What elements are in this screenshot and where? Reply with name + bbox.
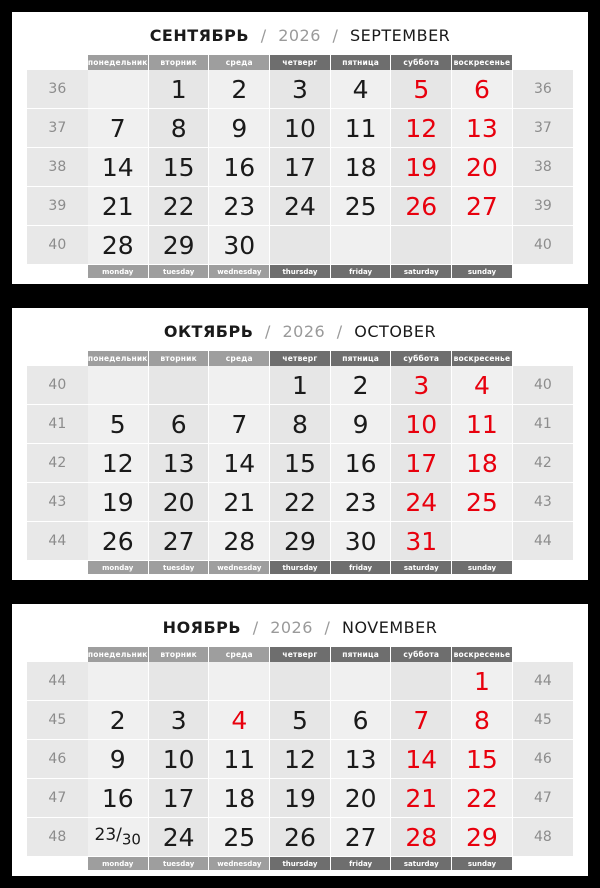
calendar-table	[27, 351, 573, 574]
weeknum-header-right	[512, 351, 573, 366]
week-number-right: 38	[512, 148, 573, 187]
weekday-header-friday: пятница	[330, 55, 391, 70]
day-cell[interactable]: 18	[452, 444, 513, 483]
week-number-right: 42	[512, 444, 573, 483]
day-cell[interactable]: 19	[391, 148, 452, 187]
footer-spacer-left	[27, 857, 88, 871]
weekday-footer-sunday: sunday	[452, 857, 513, 871]
day-cell[interactable]: 11	[209, 740, 270, 779]
month-year: 2026	[278, 26, 321, 45]
day-cell[interactable]: 26	[270, 818, 331, 857]
day-cell[interactable]: 29	[148, 226, 209, 265]
weekday-footer-sunday: sunday	[452, 265, 513, 279]
title-separator: /	[252, 618, 259, 637]
weekday-header-row	[27, 55, 573, 70]
weekday-footer-row	[27, 857, 573, 871]
weekday-footer-saturday: saturday	[391, 265, 452, 279]
day-cell[interactable]: 12	[270, 740, 331, 779]
day-cell[interactable]: 27	[330, 818, 391, 857]
weekday-footer-tuesday: tuesday	[148, 265, 209, 279]
weekday-footer-friday: friday	[330, 265, 391, 279]
day-cell[interactable]	[148, 662, 209, 701]
month-name-ru: СЕНТЯБРЬ	[149, 26, 250, 45]
day-cell[interactable]: 28	[209, 522, 270, 561]
week-row	[27, 366, 573, 405]
day-cell[interactable]: 3	[148, 701, 209, 740]
month-year: 2026	[270, 618, 313, 637]
weekday-header-sunday: воскресенье	[452, 351, 513, 366]
week-row	[27, 226, 573, 265]
day-cell[interactable]: 29	[452, 818, 513, 857]
week-row	[27, 483, 573, 522]
week-number-left: 39	[27, 187, 88, 226]
day-cell[interactable]: 1	[452, 662, 513, 701]
weeknum-header-left	[27, 351, 88, 366]
day-cell[interactable]: 23	[330, 483, 391, 522]
day-cell[interactable]: 20	[330, 779, 391, 818]
weekday-header-saturday: суббота	[391, 55, 452, 70]
day-cell[interactable]: 12	[88, 444, 149, 483]
week-number-left: 38	[27, 148, 88, 187]
weekday-header-monday: понедельник	[88, 647, 149, 662]
day-cell[interactable]: 17	[148, 779, 209, 818]
day-cell[interactable]: 22	[148, 187, 209, 226]
day-cell[interactable]: 14	[209, 444, 270, 483]
month-name-ru: ОКТЯБРЬ	[163, 322, 254, 341]
weekday-footer-monday: monday	[88, 265, 149, 279]
day-cell[interactable]: 22	[270, 483, 331, 522]
day-cell[interactable]	[148, 366, 209, 405]
weekday-footer-friday: friday	[330, 857, 391, 871]
day-cell[interactable]	[391, 226, 452, 265]
day-cell[interactable]: 20	[148, 483, 209, 522]
week-number-right: 39	[512, 187, 573, 226]
block-bottom-spacer	[12, 870, 588, 876]
footer-spacer-left	[27, 265, 88, 279]
weeknum-header-right	[512, 55, 573, 70]
day-cell[interactable]: 5	[391, 70, 452, 109]
week-number-left: 45	[27, 701, 88, 740]
week-row	[27, 818, 573, 857]
week-number-right: 40	[512, 226, 573, 265]
week-number-right: 41	[512, 405, 573, 444]
week-row	[27, 522, 573, 561]
week-row	[27, 187, 573, 226]
day-cell[interactable]: 30	[209, 226, 270, 265]
day-cell[interactable]: 26	[88, 522, 149, 561]
weekday-footer-tuesday: tuesday	[148, 857, 209, 871]
day-cell[interactable]: 13	[148, 444, 209, 483]
day-cell[interactable]: 9	[330, 405, 391, 444]
weekday-footer-wednesday: wednesday	[209, 857, 270, 871]
day-cell[interactable]	[88, 662, 149, 701]
day-cell[interactable]	[452, 226, 513, 265]
week-number-left: 37	[27, 109, 88, 148]
day-cell[interactable]: 25	[330, 187, 391, 226]
day-cell[interactable]: 16	[209, 148, 270, 187]
day-cell[interactable]	[452, 522, 513, 561]
day-cell[interactable]: 9	[88, 740, 149, 779]
weekday-header-wednesday: среда	[209, 351, 270, 366]
weekday-footer-thursday: thursday	[270, 561, 331, 575]
day-cell[interactable]: 17	[391, 444, 452, 483]
week-number-left: 42	[27, 444, 88, 483]
day-cell[interactable]: 10	[270, 109, 331, 148]
day-cell[interactable]: 7	[88, 109, 149, 148]
footer-spacer-right	[512, 857, 573, 871]
weekday-header-friday: пятница	[330, 647, 391, 662]
week-number-right: 43	[512, 483, 573, 522]
week-number-left: 43	[27, 483, 88, 522]
week-number-right: 37	[512, 109, 573, 148]
day-cell[interactable]	[88, 70, 149, 109]
day-cell[interactable]: 24	[148, 818, 209, 857]
weekday-footer-saturday: saturday	[391, 561, 452, 575]
week-number-right: 44	[512, 522, 573, 561]
day-cell[interactable]: 16	[330, 444, 391, 483]
month-block-november	[12, 604, 588, 876]
day-cell[interactable]: 18	[209, 779, 270, 818]
day-cell[interactable]: 14	[391, 740, 452, 779]
weekday-footer-sunday: sunday	[452, 561, 513, 575]
week-number-right: 45	[512, 701, 573, 740]
weekday-footer-tuesday: tuesday	[148, 561, 209, 575]
day-cell[interactable]: 17	[270, 148, 331, 187]
title-separator-2: /	[332, 26, 339, 45]
weeknum-header-right	[512, 647, 573, 662]
month-name-en: OCTOBER	[354, 322, 437, 341]
day-cell[interactable]: 28	[88, 226, 149, 265]
weekday-footer-monday: monday	[88, 857, 149, 871]
week-row	[27, 662, 573, 701]
calendar-table	[27, 647, 573, 870]
weeknum-header-left	[27, 55, 88, 70]
week-number-left: 40	[27, 366, 88, 405]
footer-spacer-right	[512, 561, 573, 575]
day-cell[interactable]: 8	[270, 405, 331, 444]
day-cell[interactable]: 4	[330, 70, 391, 109]
week-row	[27, 109, 573, 148]
day-cell[interactable]: 10	[391, 405, 452, 444]
day-cell[interactable]: 22	[452, 779, 513, 818]
day-cell[interactable]: 6	[452, 70, 513, 109]
weekday-header-tuesday: вторник	[148, 351, 209, 366]
day-cell[interactable]: 2	[330, 366, 391, 405]
block-bottom-spacer	[12, 574, 588, 580]
title-separator: /	[260, 26, 267, 45]
title-separator-2: /	[336, 322, 343, 341]
week-number-right: 47	[512, 779, 573, 818]
day-cell[interactable]	[270, 226, 331, 265]
day-cell[interactable]: 19	[270, 779, 331, 818]
day-cell[interactable]: 26	[391, 187, 452, 226]
month-title	[12, 308, 588, 351]
day-cell[interactable]	[270, 662, 331, 701]
weekday-header-friday: пятница	[330, 351, 391, 366]
day-cell[interactable]	[88, 366, 149, 405]
weekday-header-sunday: воскресенье	[452, 55, 513, 70]
month-title	[12, 604, 588, 647]
weekday-header-tuesday: вторник	[148, 647, 209, 662]
month-block-september	[12, 12, 588, 284]
day-cell[interactable]: 10	[148, 740, 209, 779]
day-cell[interactable]: 27	[148, 522, 209, 561]
month-name-en: NOVEMBER	[341, 618, 438, 637]
day-cell[interactable]: 3	[270, 70, 331, 109]
week-number-left: 44	[27, 662, 88, 701]
weekday-header-thursday: четверг	[270, 55, 331, 70]
day-cell[interactable]: 4	[209, 701, 270, 740]
week-row	[27, 779, 573, 818]
day-cell[interactable]: 27	[452, 187, 513, 226]
weeknum-header-left	[27, 647, 88, 662]
weekday-header-sunday: воскресенье	[452, 647, 513, 662]
day-cell[interactable]	[209, 366, 270, 405]
weekday-footer-wednesday: wednesday	[209, 561, 270, 575]
week-row	[27, 405, 573, 444]
week-row	[27, 701, 573, 740]
footer-spacer-left	[27, 561, 88, 575]
weekday-header-wednesday: среда	[209, 55, 270, 70]
day-cell[interactable]: 14	[88, 148, 149, 187]
day-cell[interactable]: 4	[452, 366, 513, 405]
month-name-ru: НОЯБРЬ	[162, 618, 242, 637]
day-cell[interactable]: 28	[391, 818, 452, 857]
day-cell[interactable]: 20	[452, 148, 513, 187]
day-cell[interactable]: 15	[148, 148, 209, 187]
day-cell[interactable]: 25	[209, 818, 270, 857]
block-bottom-spacer	[12, 278, 588, 284]
day-cell[interactable]: 11	[452, 405, 513, 444]
day-cell[interactable]: 13	[330, 740, 391, 779]
day-cell[interactable]: 30	[330, 522, 391, 561]
title-separator: /	[265, 322, 271, 341]
day-cell[interactable]: 24	[391, 483, 452, 522]
day-cell-split[interactable]: 23/30	[88, 818, 149, 857]
day-cell[interactable]: 6	[148, 405, 209, 444]
weekday-header-thursday: четверг	[270, 351, 331, 366]
day-cell[interactable]: 15	[452, 740, 513, 779]
day-cell[interactable]: 21	[209, 483, 270, 522]
title-separator-2: /	[324, 618, 331, 637]
weekday-header-tuesday: вторник	[148, 55, 209, 70]
day-cell[interactable]: 5	[88, 405, 149, 444]
weekday-header-row	[27, 351, 573, 366]
weekday-header-wednesday: среда	[209, 647, 270, 662]
weekday-footer-thursday: thursday	[270, 265, 331, 279]
day-cell[interactable]: 2	[209, 70, 270, 109]
day-cell[interactable]: 9	[209, 109, 270, 148]
weekday-footer-row	[27, 561, 573, 575]
day-cell[interactable]	[330, 662, 391, 701]
week-row	[27, 148, 573, 187]
weekday-footer-wednesday: wednesday	[209, 265, 270, 279]
month-title	[12, 12, 588, 55]
week-number-right: 48	[512, 818, 573, 857]
week-number-right: 44	[512, 662, 573, 701]
week-number-left: 44	[27, 522, 88, 561]
week-number-left: 46	[27, 740, 88, 779]
weekday-footer-friday: friday	[330, 561, 391, 575]
weekday-header-monday: понедельник	[88, 351, 149, 366]
day-cell[interactable]	[209, 662, 270, 701]
footer-spacer-right	[512, 265, 573, 279]
weekday-footer-monday: monday	[88, 561, 149, 575]
day-cell[interactable]: 7	[391, 701, 452, 740]
week-row	[27, 740, 573, 779]
week-number-left: 36	[27, 70, 88, 109]
day-cell[interactable]: 2	[88, 701, 149, 740]
day-cell[interactable]: 25	[452, 483, 513, 522]
week-row	[27, 70, 573, 109]
week-row	[27, 444, 573, 483]
week-number-left: 48	[27, 818, 88, 857]
day-cell[interactable]: 23	[209, 187, 270, 226]
day-cell[interactable]: 1	[148, 70, 209, 109]
day-cell[interactable]	[391, 662, 452, 701]
weekday-header-row	[27, 647, 573, 662]
day-cell[interactable]: 6	[330, 701, 391, 740]
day-cell[interactable]: 13	[452, 109, 513, 148]
month-name-en: SEPTEMBER	[349, 26, 451, 45]
day-cell[interactable]: 8	[452, 701, 513, 740]
day-cell[interactable]: 15	[270, 444, 331, 483]
weekday-header-saturday: суббота	[391, 351, 452, 366]
day-cell[interactable]: 8	[148, 109, 209, 148]
day-cell[interactable]: 31	[391, 522, 452, 561]
weekday-footer-saturday: saturday	[391, 857, 452, 871]
day-cell[interactable]: 11	[330, 109, 391, 148]
day-cell[interactable]	[330, 226, 391, 265]
day-cell[interactable]: 29	[270, 522, 331, 561]
day-cell[interactable]: 16	[88, 779, 149, 818]
weekday-header-monday: понедельник	[88, 55, 149, 70]
day-cell[interactable]: 21	[391, 779, 452, 818]
day-cell[interactable]: 5	[270, 701, 331, 740]
day-cell[interactable]: 24	[270, 187, 331, 226]
day-cell[interactable]: 19	[88, 483, 149, 522]
calendar-table	[27, 55, 573, 278]
day-cell[interactable]: 12	[391, 109, 452, 148]
weekday-header-thursday: четверг	[270, 647, 331, 662]
week-number-right: 36	[512, 70, 573, 109]
week-number-right: 46	[512, 740, 573, 779]
weekday-footer-thursday: thursday	[270, 857, 331, 871]
day-cell[interactable]: 18	[330, 148, 391, 187]
day-cell[interactable]: 1	[270, 366, 331, 405]
month-block-october	[12, 308, 588, 580]
week-number-right: 40	[512, 366, 573, 405]
week-number-left: 41	[27, 405, 88, 444]
week-number-left: 47	[27, 779, 88, 818]
day-cell[interactable]: 21	[88, 187, 149, 226]
day-cell[interactable]: 7	[209, 405, 270, 444]
weekday-header-saturday: суббота	[391, 647, 452, 662]
week-number-left: 40	[27, 226, 88, 265]
month-year: 2026	[282, 322, 326, 341]
day-cell[interactable]: 3	[391, 366, 452, 405]
weekday-footer-row	[27, 265, 573, 279]
